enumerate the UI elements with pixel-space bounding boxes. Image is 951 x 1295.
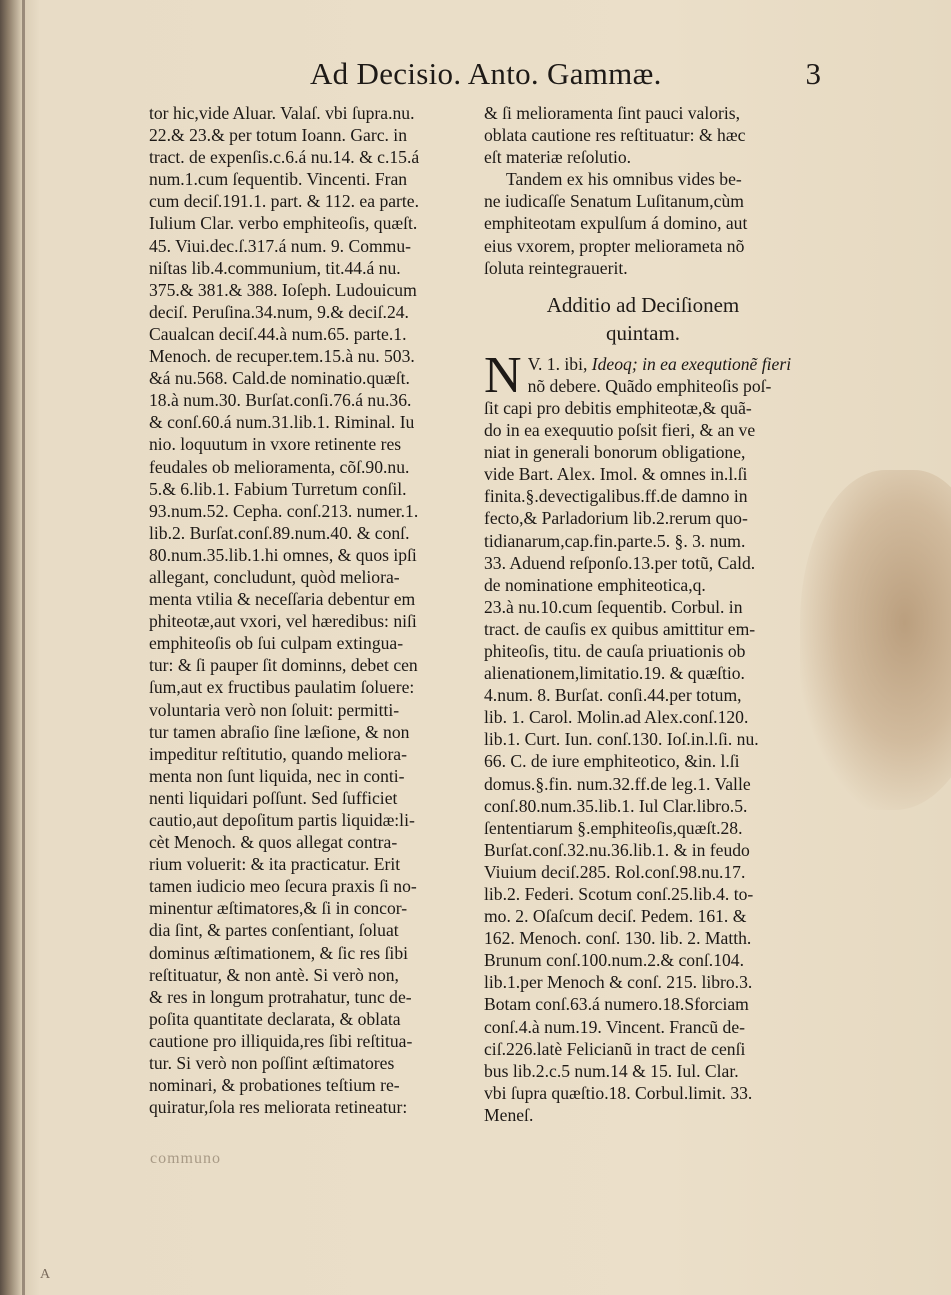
text-line: 80.num.35.lib.1.hi omnes, & quos ipſi [149, 544, 417, 565]
text-line: &á nu.568. Cald.de nominatio.quæſt. [149, 368, 410, 389]
text-line: tamen iudicio meo ſecura praxis ſi no- [149, 876, 417, 897]
running-title: Ad Decisio. Anto. Gammæ. [310, 56, 662, 91]
text-line: lib. 1. Carol. Molin.ad Alex.conſ.120. [484, 707, 749, 728]
text-line: 375.& 381.& 388. Ioſeph. Ludouicum [149, 279, 417, 300]
text-line: bus lib.2.c.5 num.14 & 15. Iul. Clar. [484, 1060, 739, 1081]
text-line: Botam conſ.63.á numero.18.Sforciam [484, 994, 749, 1015]
text-line: emphiteoſis ob ſui culpam extingua- [149, 633, 404, 654]
text-line: eſt materiæ reſolutio. [484, 147, 632, 168]
text-line: 18.à num.30. Burſat.conſi.76.á nu.36. [149, 390, 412, 411]
text-line: ciſ.226.latè Felicianũ in tract de cenſi [484, 1038, 746, 1059]
addition-section [484, 346, 802, 1126]
text-line: fecto,& Parladorium lib.2.rerum quo- [484, 508, 748, 529]
text-line: niat in generali bonorum obligatione, [484, 442, 746, 463]
text-line: tidianarum,cap.fin.parte.5. §. 3. num. [484, 530, 746, 551]
text-line: conſ.4.à num.19. Vincent. Francũ de- [484, 1016, 745, 1037]
text-line: reſtituatur, & non antè. Si verò non, [149, 964, 399, 985]
heading-line: Additio ad Deciſionem [546, 292, 740, 317]
text-line: nõ debere. Quãdo emphiteoſis poſ- [527, 375, 772, 396]
text-line: 23.à nu.10.cum ſequentib. Corbul. in [484, 596, 743, 617]
text-line: minentur æſtimatores,& ſi in concor- [149, 898, 408, 919]
text-line: 45. Viui.dec.ſ.317.á num. 9. Commu- [149, 235, 412, 256]
text-line: 33. Aduend reſponſo.13.per totũ, Cald. [484, 552, 756, 573]
text-line: tur: & ſi pauper ſit dominns, debet cen [149, 655, 418, 676]
water-stain [800, 470, 951, 810]
text-line: Tandem ex his omnibus vides be- [506, 169, 742, 190]
page-number: 3 [805, 56, 821, 91]
text-line: 66. C. de iure emphiteotico, &in. l.ſi [484, 751, 740, 772]
text-line: 4.num. 8. Burſat. conſi.44.per totum, [484, 685, 742, 706]
section-heading [484, 291, 802, 347]
text-line: phiteotæ,aut vxori, vel hæredibus: niſi [149, 611, 417, 632]
concluding-paragraph [484, 168, 802, 278]
text-line: menta non ſunt liquida, nec in conti- [149, 765, 405, 786]
text-line: lib.2. Federi. Scotum conſ.25.lib.4. to- [484, 884, 754, 904]
text-line: quiratur,ſola res meliorata retineatur: [149, 1097, 408, 1118]
left-column [149, 102, 471, 1118]
text-line: 93.num.52. Cepha. conſ.213. numer.1. [149, 500, 419, 521]
text-line: feudales ob melioramenta, cõſ.90.nu. [149, 456, 410, 477]
text-line: impeditur reſtitutio, quando meliora- [149, 743, 407, 764]
text-line: cautio,aut depoſitum partis liquidæ:li- [149, 810, 415, 830]
text-line: lib.1. Curt. Iun. conſ.130. Ioſ.in.l.ſi. nu. [484, 729, 759, 750]
text-line: tur. Si verò non poſſint æſtimatores [149, 1053, 395, 1074]
text-line: alienationem,limitatio.19. & quæſtio. [484, 663, 745, 684]
text-line: Viuium deciſ.285. Rol.conſ.98.nu.17. [484, 861, 746, 882]
text-line: nenti liquidari poſſunt. Sed ſufficiet [149, 787, 398, 808]
text-line: emphiteotam expulſum á domino, aut [484, 213, 748, 234]
text-line: mo. 2. Oſaſcum deciſ. Pedem. 161. & [484, 906, 747, 927]
text-line: tract. de cauſis ex quibus amittitur em- [484, 618, 756, 639]
text-line: finita.§.devectigalibus.ff.de damno in [484, 486, 748, 507]
text-line: cum deciſ.191.1. part. & 112. ea parte. [149, 191, 420, 212]
text-line: allegant, concludunt, quòd meliora- [149, 566, 400, 587]
text-line: nio. loquutum in vxore retinente res [149, 434, 402, 455]
drop-capital: N [484, 346, 522, 404]
text-line: ſententiarum §.emphiteoſis,quæſt.28. [484, 817, 743, 838]
text-line: vide Bart. Alex. Imol. & omnes in.l.ſi [484, 464, 748, 485]
binding-gutter [22, 0, 25, 1295]
text-line: lib.2. Burſat.conſ.89.num.40. & conſ. [149, 522, 410, 543]
text-line: tract. de expenſis.c.6.á nu.14. & c.15.á [149, 147, 420, 168]
text-line: ſit capi pro debitis emphiteotæ,& quã- [484, 397, 752, 418]
text-line: oblata cautione res reſtituatur: & hæc [484, 125, 746, 146]
text-line: menta vtilia & neceſſaria debentur em [149, 589, 416, 610]
text-line: eius vxorem, propter meliorameta nõ [484, 235, 745, 256]
text-line: lib.1.per Menoch & conſ. 215. libro.3. [484, 972, 753, 993]
text-line: de nominatione emphiteotica,q. [484, 574, 706, 595]
text-line: ſoluta reintegrauerit. [484, 257, 628, 278]
heading-line: quintam. [605, 320, 681, 345]
text-line: & conſ.60.á num.31.lib.1. Riminal. Iu [149, 412, 415, 433]
text-line: vbi ſupra quæſtio.18. Corbul.limit. 33. [484, 1082, 753, 1103]
text-line: 22.& 23.& per totum Ioann. Garc. in [149, 125, 407, 146]
text-line: dominus æſtimationem, & ſic res ſibi [149, 942, 409, 963]
text-line: domus.§.fin. num.32.ff.de leg.1. Valle [484, 773, 751, 794]
text-line: rium voluerit: & ita practicatur. Erit [149, 854, 401, 875]
text-line: dia ſint, & partes conſentiant, ſoluat [149, 920, 399, 941]
text-line: Meneſ. [484, 1104, 534, 1125]
text-line: cautione pro illiquida,res ſibi reſtitua- [149, 1030, 413, 1051]
text-line: Brunum conſ.100.num.2.& conſ.104. [484, 950, 744, 971]
text-line: cèt Menoch. & quos allegat contra- [149, 832, 398, 853]
text-line: tor hic,vide Aluar. Valaſ. vbi ſupra.nu. [149, 103, 415, 123]
text-line: 162. Menoch. conſ. 130. lib. 2. Matth. [484, 928, 752, 949]
right-column-continuation [484, 102, 802, 168]
text-line: Caualcan deciſ.44.à num.65. parte.1. [149, 323, 407, 344]
text-line: 5.& 6.lib.1. Fabium Turretum conſil. [149, 478, 407, 499]
text-line: num.1.cum ſequentib. Vincenti. Fran [149, 169, 408, 190]
text-line: tur tamen abraſio ſine læſione, & non [149, 721, 410, 742]
text-line: ne iudicaſſe Senatum Luſitanum,cùm [484, 191, 744, 212]
text-line: Menoch. de recuper.tem.15.à nu. 503. [149, 346, 415, 367]
right-column [484, 102, 802, 1126]
text-line: & ſi melioramenta ſint pauci valoris, [484, 103, 741, 123]
text-line: conſ.80.num.35.lib.1. Iul Clar.libro.5. [484, 795, 748, 816]
text-line: voluntaria verò non ſoluit: permitti- [149, 699, 400, 720]
text-line: phiteoſis, titu. de cauſa priuationis ob [484, 640, 746, 661]
text-line: & res in longum protrahatur, tunc de- [149, 986, 412, 1007]
text-line: Burſat.conſ.32.nu.36.lib.1. & in feudo [484, 839, 750, 860]
text-line: niſtas lib.4.communium, tit.44.á nu. [149, 257, 401, 278]
text-line: do in ea exequutio poſsit fieri, & an ve [484, 420, 756, 441]
text-line: deciſ. Peruſina.34.num, 9.& deciſ.24. [149, 301, 409, 322]
text-line: nominari, & probationes teſtium re- [149, 1075, 400, 1096]
faint-show-through-text: communo [150, 1150, 221, 1167]
text-line: V. 1. ibi, Ideoq; in ea exequtionẽ fieri [527, 353, 792, 374]
text-line: ſum,aut ex fructibus paulatim ſoluere: [149, 677, 415, 698]
signature-mark: A [40, 1267, 51, 1282]
text-line: Iulium Clar. verbo emphiteoſis, quæſt. [149, 213, 418, 234]
text-line: poſita quantitate declarata, & oblata [149, 1008, 401, 1029]
